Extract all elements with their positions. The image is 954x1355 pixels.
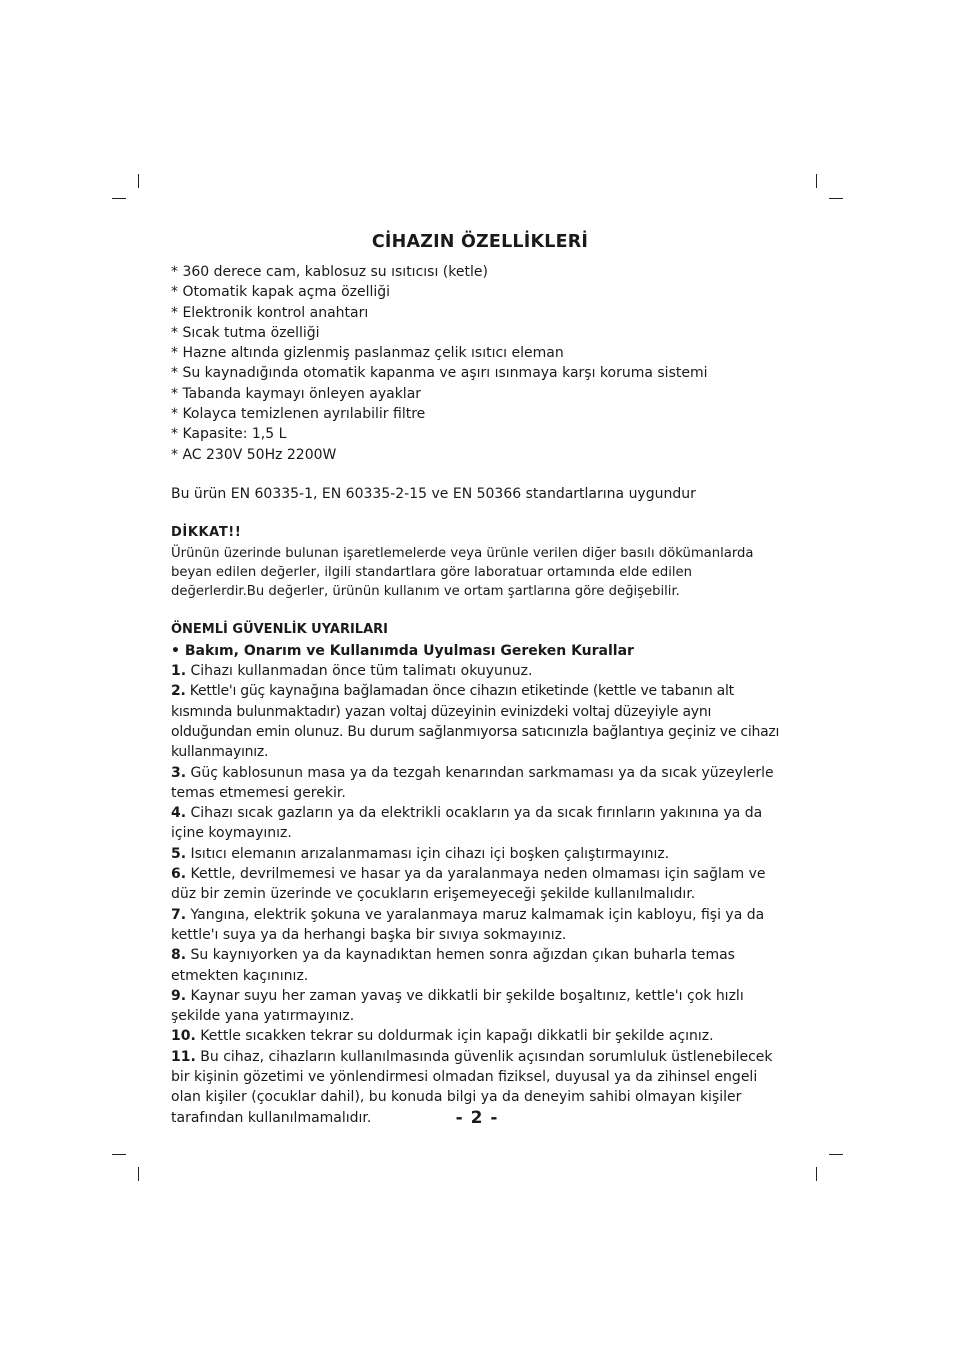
rule-number: 1. bbox=[171, 663, 187, 680]
rule-text: Cihazı kullanmadan önce tüm talimatı okuyunuz. bbox=[186, 663, 533, 680]
rule-number: 7. bbox=[171, 906, 187, 923]
safety-rules-list bbox=[171, 661, 789, 1128]
rule-text: Kettle sıcakken tekrar su doldurmak için kapağı dikkatli bir şekilde açınız. bbox=[195, 1028, 714, 1045]
rule-item bbox=[171, 661, 789, 681]
feature-item: * 360 derece cam, kablosuz su ısıtıcısı (ketle) bbox=[171, 264, 488, 280]
feature-item: * Sıcak tutma özelliği bbox=[171, 324, 320, 341]
rule-number: 4. bbox=[171, 805, 187, 822]
rule-number: 11. bbox=[171, 1048, 196, 1065]
crop-mark-top-right-horizontal bbox=[829, 198, 843, 199]
rule-text: Kettle, devrilmemesi ve hasar ya da yaralanmaya neden olmaması için sağlam ve düz bir zemin üzerinde ve çocukların erişemeyeceği şekilde kullanılmalıdır. bbox=[171, 866, 766, 903]
crop-mark-top-right-vertical bbox=[816, 174, 817, 188]
crop-mark-top-left-horizontal bbox=[112, 198, 126, 199]
rule-text: Kaynar suyu her zaman yavaş ve dikkatli bir şekilde boşaltınız, kettle'ı çok hızlı şekilde yana yatırmayınız. bbox=[171, 987, 744, 1025]
crop-mark-bottom-left-vertical bbox=[138, 1167, 139, 1181]
feature-item: * Kapasite: 1,5 L bbox=[171, 426, 287, 443]
safety-heading: ÖNEMLİ GÜVENLİK UYARILARI bbox=[171, 622, 388, 638]
page-title: CİHAZIN ÖZELLİKLERİ bbox=[371, 232, 589, 252]
rule-item bbox=[171, 1026, 789, 1046]
rule-item bbox=[171, 803, 789, 844]
crop-mark-bottom-left-horizontal bbox=[112, 1154, 126, 1155]
crop-mark-bottom-right-vertical bbox=[816, 1167, 817, 1181]
crop-mark-top-left-vertical bbox=[138, 174, 139, 188]
attention-text: Ürünün üzerinde bulunan işaretlemelerde veya ürünle verilen diğer basılı dökümanlarda beyan edilen değerler, ilgili standartlara göre laboratuar ortamında elde edilen değerlerdir.Bu değerler, ürünün kullanım ve ortam şartlarına göre değişebilir. bbox=[171, 545, 754, 600]
rule-item bbox=[171, 986, 789, 1027]
rule-number: 2. bbox=[171, 683, 186, 700]
rule-text: Kettle'ı güç kaynağına bağlamadan önce cihazın etiketinde (kettle ve tabanın alt kısmında bulunmaktadır) yazan voltaj düzeyinin evinizdeki voltaj düzeyiyle aynı olduğundan emin olunuz. Bu durum sağlanmıyorsa satıcınızla bağlantıya geçiniz ve cihazı kullanmayınız. bbox=[171, 683, 780, 761]
rule-text: Bu cihaz, cihazların kullanılmasında güvenlik açısından sorumluluk üstlenebilecek bir kişinin gözetimi ve yönlendirmesi olmadan fiziksel, duyusal ya da zihinsel engeli olan kişiler (çocuklar dahil), bu konuda bilgi ya da deneyim sahibi olmayan kişiler tarafından kullanılmamalıdır. bbox=[171, 1048, 773, 1126]
crop-mark-bottom-right-horizontal bbox=[829, 1154, 843, 1155]
feature-item: * AC 230V 50Hz 2200W bbox=[171, 446, 337, 463]
rule-item bbox=[171, 905, 789, 946]
rule-number: 8. bbox=[171, 947, 187, 964]
page-content bbox=[171, 230, 789, 1128]
rule-item bbox=[171, 681, 789, 762]
rule-number: 3. bbox=[171, 764, 187, 781]
rule-text: Su kaynıyorken ya da kaynadıktan hemen sonra ağızdan çıkan buharla temas etmekten kaçınınız. bbox=[171, 947, 735, 984]
feature-item: * Elektronik kontrol anahtarı bbox=[171, 304, 369, 321]
rule-number: 9. bbox=[171, 987, 187, 1004]
rule-text: Yangına, elektrik şokuna ve yaralanmaya maruz kalmamak için kabloyu, fişi ya da kettle'ı suya ya da herhangi başka bir sıvıya sokmayınız. bbox=[171, 906, 765, 943]
rule-text: Güç kablosunun masa ya da tezgah kenarından sarkmaması ya da sıcak yüzeylerle temas etmemesi gerekir. bbox=[171, 764, 774, 801]
feature-item: * Tabanda kaymayı önleyen ayaklar bbox=[171, 385, 422, 402]
feature-item: * Otomatik kapak açma özelliği bbox=[171, 284, 391, 301]
feature-item: * Hazne altında gizlenmiş paslanmaz çelik ısıtıcı eleman bbox=[171, 345, 564, 362]
standards-statement: Bu ürün EN 60335-1, EN 60335-2-15 ve EN 50366 standartlarına uygundur bbox=[171, 485, 696, 502]
rule-text: Isıtıcı elemanın arızalanmaması için cihazı içi boşken çalıştırmayınız. bbox=[186, 845, 670, 862]
feature-item: * Kolayca temizlenen ayrılabilir filtre bbox=[171, 406, 426, 423]
rules-subheading: • Bakım, Onarım ve Kullanımda Uyulması Gereken Kurallar bbox=[171, 642, 634, 659]
rule-number: 5. bbox=[171, 845, 187, 862]
rule-item bbox=[171, 763, 789, 804]
rule-item bbox=[171, 864, 789, 905]
feature-item: * Su kaynadığında otomatik kapanma ve aşırı ısınmaya karşı koruma sistemi bbox=[171, 365, 708, 382]
rule-item bbox=[171, 844, 789, 864]
features-list bbox=[171, 262, 789, 465]
rule-number: 10. bbox=[171, 1028, 196, 1045]
rule-item bbox=[171, 945, 789, 986]
rule-text: Cihazı sıcak gazların ya da elektrikli ocakların ya da sıcak fırınların yakınına ya da içine koymayınız. bbox=[171, 805, 763, 842]
attention-heading: DİKKAT!! bbox=[171, 525, 242, 541]
page-number: - 2 - bbox=[455, 1108, 499, 1128]
rule-number: 6. bbox=[171, 866, 187, 883]
